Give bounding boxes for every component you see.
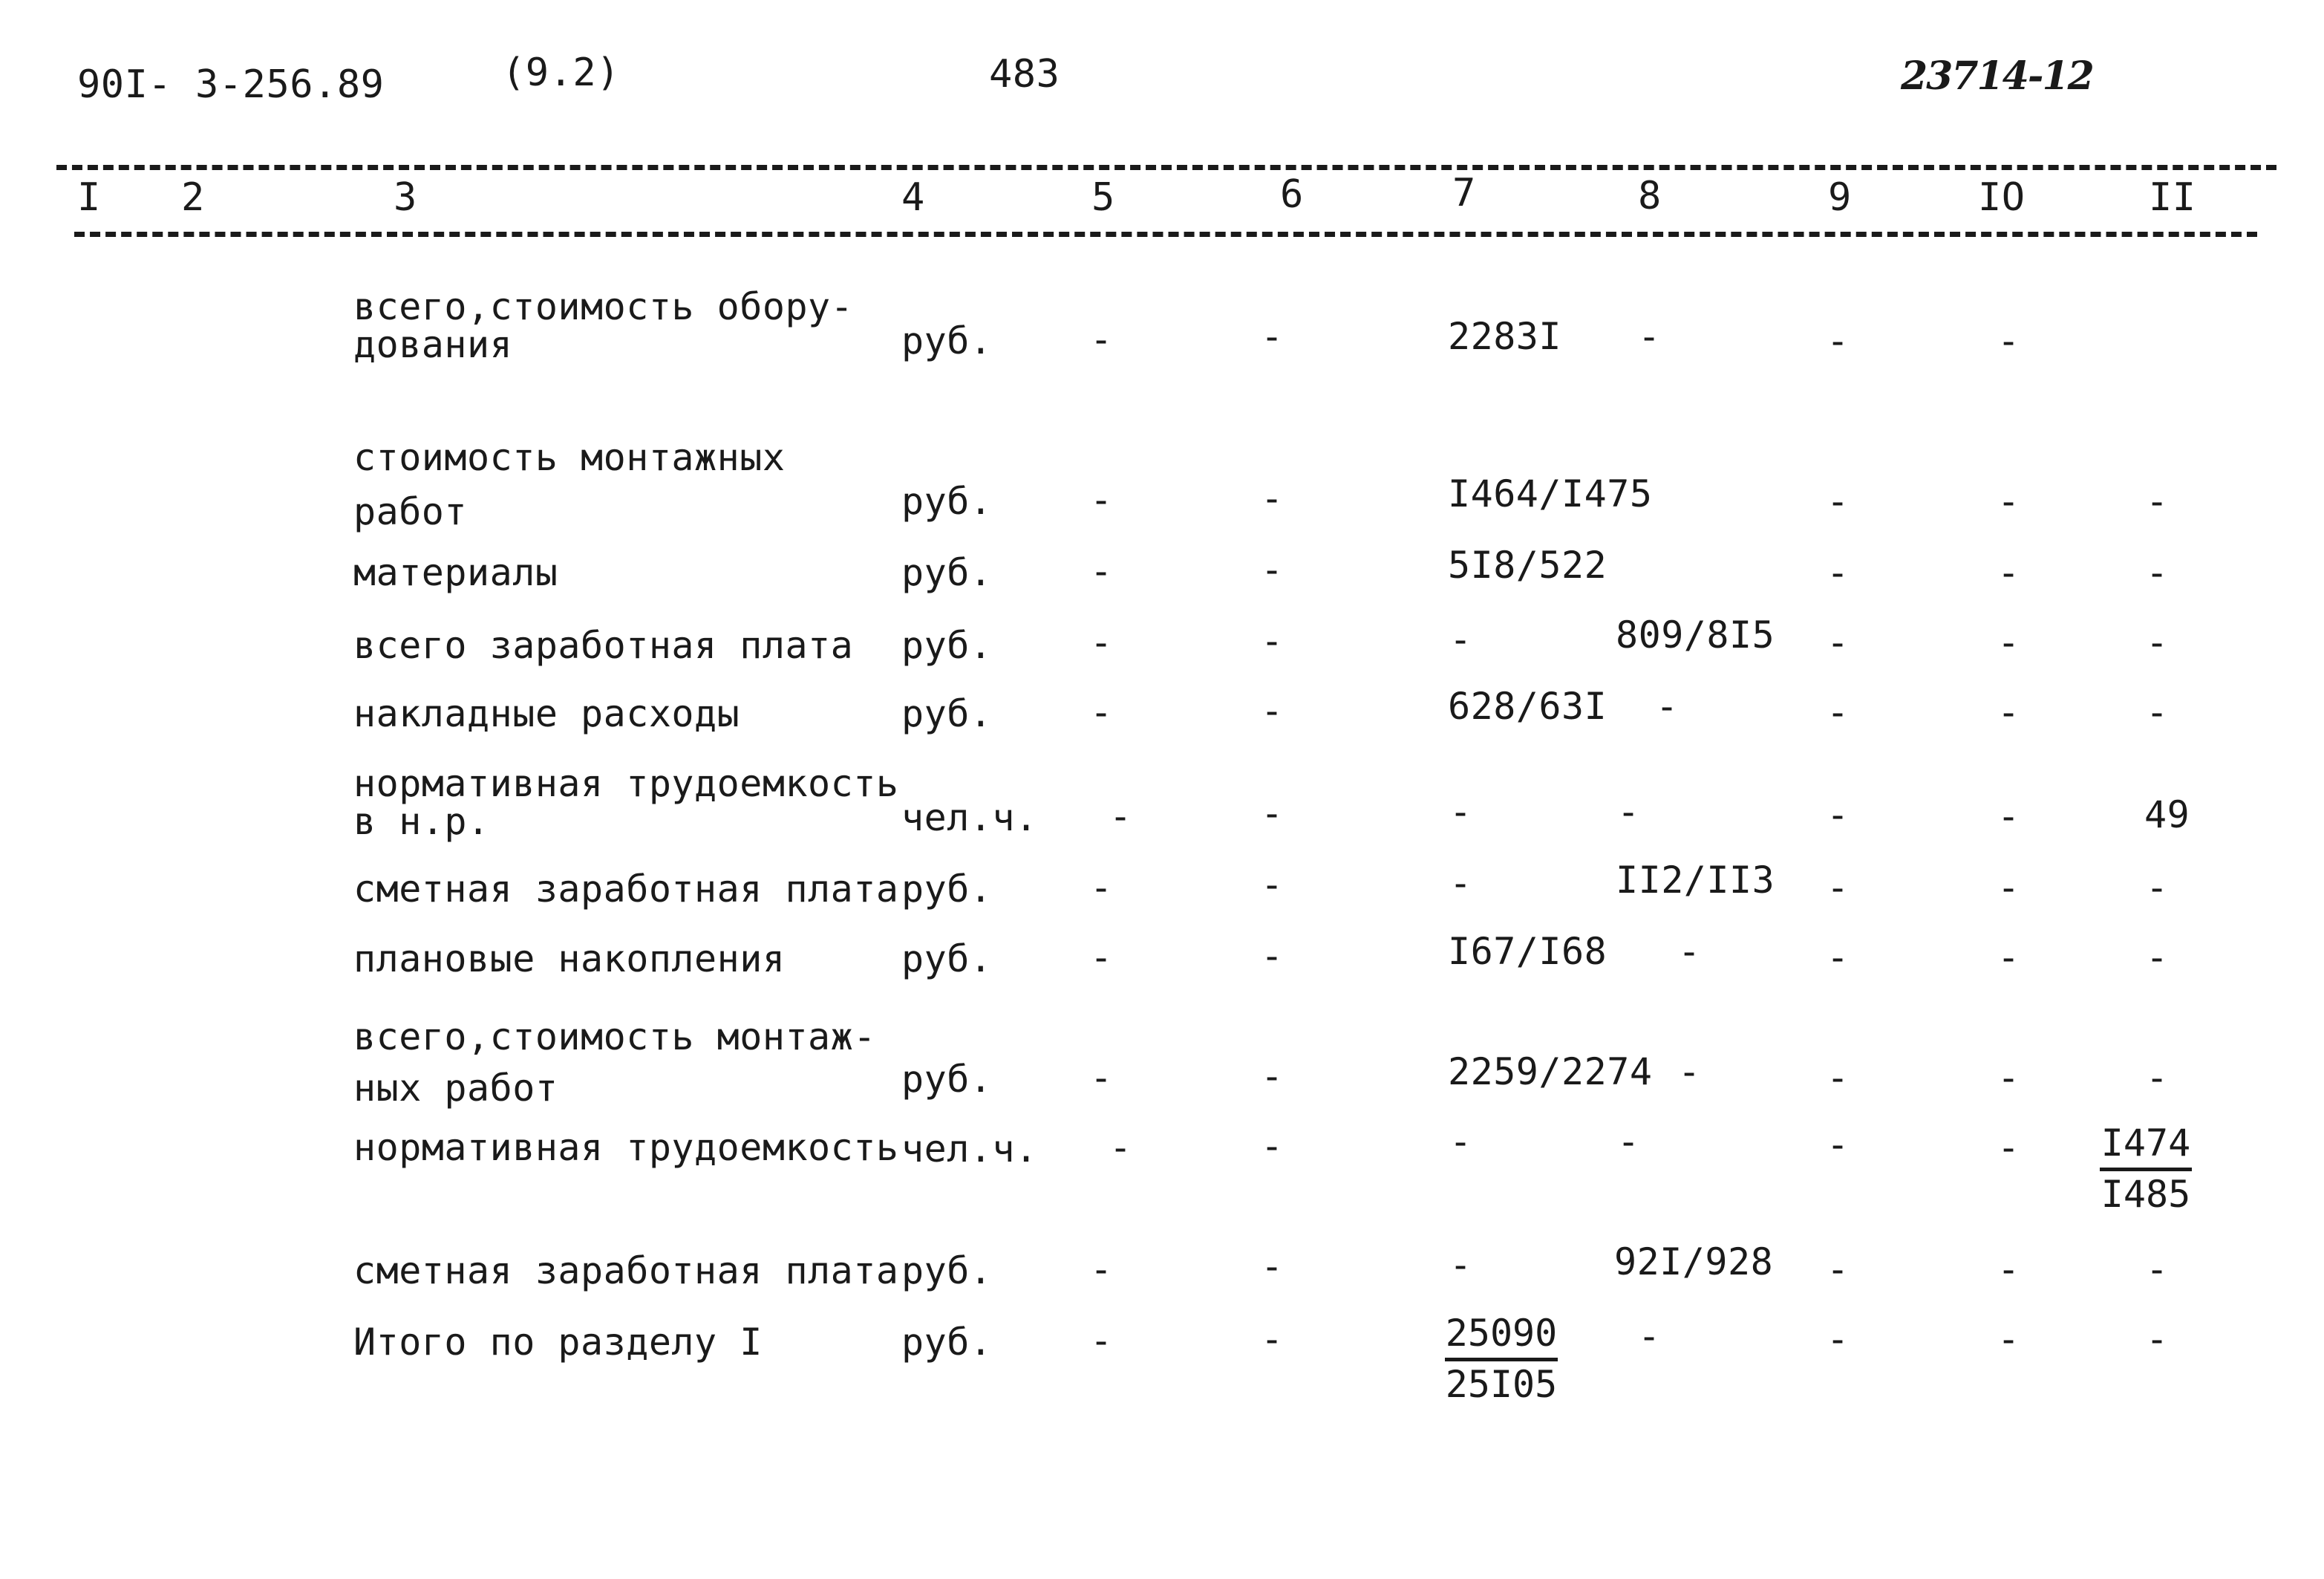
cell-col7: 628/63I (1448, 685, 1607, 728)
cell-col5: - (1090, 691, 1113, 734)
cell-col10: - (1997, 319, 2020, 362)
cell-col5: - (1090, 318, 1113, 361)
cell-col10: - (1997, 1318, 2020, 1361)
column-header-11: II (2149, 175, 2196, 220)
row-unit: руб. (901, 319, 993, 362)
row-unit: руб. (901, 1249, 993, 1292)
cell-col11: - (2146, 1056, 2169, 1099)
cell-col9: - (1827, 551, 1850, 594)
cell-col11: - (2146, 936, 2169, 979)
cell-col6: - (1261, 792, 1284, 835)
cell-col5: - (1090, 478, 1113, 521)
cell-col8: 809/8I5 (1616, 613, 1775, 657)
cell-col5: - (1090, 621, 1113, 664)
row-unit: руб. (901, 1058, 993, 1101)
cell-col11-fraction (2100, 1121, 2192, 1216)
row-unit: руб. (901, 480, 993, 523)
cell-col5: - (1090, 1056, 1113, 1099)
cell-col9: - (1827, 480, 1850, 523)
page-number: 483 (989, 52, 1060, 97)
cell-col7: 2283I (1448, 315, 1562, 358)
cell-col11-denominator: I485 (2101, 1173, 2191, 1216)
row-unit: руб. (901, 937, 993, 980)
cell-col8: II2/II3 (1616, 859, 1775, 902)
section-total-denominator: 25I05 (1445, 1363, 1558, 1406)
cell-col7: I464/I475 (1448, 472, 1653, 515)
row-label: накладные расходы (353, 692, 740, 735)
header-bottom-rule (74, 232, 2257, 237)
section-total-fraction (1445, 1312, 1558, 1406)
row-unit: руб. (901, 551, 993, 594)
cell-col7: - (1449, 862, 1472, 905)
section-number: (9.2) (502, 51, 621, 95)
cell-col10: - (1997, 621, 2020, 664)
document-code: 90I- 3-256.89 (77, 62, 385, 107)
cell-col7: - (1449, 618, 1472, 661)
cell-col9: - (1827, 691, 1850, 734)
cell-col8: - (1656, 685, 1679, 728)
cell-col10: - (1997, 936, 2020, 979)
cell-col11: 49 (2144, 793, 2190, 836)
cell-col11: - (2146, 1248, 2169, 1291)
row-label: сметная заработная плата (353, 867, 899, 911)
column-header-4: 4 (901, 175, 925, 220)
cell-col6: - (1261, 1124, 1284, 1168)
column-header-7: 7 (1452, 171, 1476, 215)
cell-col10: - (1997, 795, 2020, 838)
cell-col8: - (1617, 1120, 1640, 1163)
cell-col9: - (1827, 793, 1850, 836)
cell-col6: - (1261, 619, 1284, 662)
cell-col7: 5I8/522 (1448, 544, 1607, 587)
cell-col10: - (1997, 1248, 2020, 1291)
cell-col6: - (1261, 934, 1284, 977)
row-label: сметная заработная плата (353, 1249, 899, 1292)
row-unit: руб. (901, 867, 993, 911)
inventory-stamp: 23714-12 (1901, 53, 2093, 99)
cell-col10: - (1997, 1126, 2020, 1169)
cell-col11: - (2146, 480, 2169, 523)
column-header-6: 6 (1280, 172, 1304, 217)
cell-col5: - (1109, 1126, 1132, 1169)
cell-col6: - (1261, 477, 1284, 520)
row-label: всего,стоимость монтаж- ных работ (353, 1015, 876, 1110)
cell-col10: - (1997, 1056, 2020, 1099)
row-label: материалы (353, 551, 558, 594)
column-header-3: 3 (394, 175, 417, 220)
row-label: стоимость монтажных работ (353, 436, 786, 533)
cell-col6: - (1261, 1245, 1284, 1288)
cell-col7: - (1449, 790, 1472, 833)
cell-col8: - (1638, 315, 1661, 358)
cell-col7: - (1449, 1120, 1472, 1163)
row-unit: руб. (901, 692, 993, 735)
header-top-rule (56, 165, 2276, 170)
row-label: нормативная трудоемкость (353, 1126, 899, 1169)
section-total-numerator: 25090 (1445, 1315, 1558, 1361)
cell-col9: - (1827, 1318, 1850, 1361)
column-header-1: I (77, 175, 101, 220)
row-label: нормативная трудоемкость в н.р. (353, 762, 899, 843)
cell-col9: - (1827, 936, 1850, 979)
cell-col7: I67/I68 (1448, 930, 1607, 973)
cell-col6: - (1261, 315, 1284, 358)
row-unit: чел.ч. (901, 1127, 1038, 1171)
cell-col9: - (1827, 621, 1850, 664)
cell-col6: - (1261, 1055, 1284, 1098)
column-header-10: IO (1978, 175, 2026, 220)
cell-col11: - (2146, 1318, 2169, 1361)
column-header-8: 8 (1638, 174, 1662, 218)
cell-col9: - (1827, 319, 1850, 362)
cell-col8: - (1617, 790, 1640, 833)
row-unit: чел.ч. (901, 796, 1038, 839)
cell-col9: - (1827, 866, 1850, 909)
cell-col11: - (2146, 691, 2169, 734)
row-unit: руб. (901, 624, 993, 667)
column-header-5: 5 (1091, 175, 1115, 220)
cell-col10: - (1997, 866, 2020, 909)
cell-col9: - (1827, 1248, 1850, 1291)
cell-col10: - (1997, 691, 2020, 734)
cell-col11: - (2146, 621, 2169, 664)
cell-col6: - (1261, 548, 1284, 591)
cell-col7: 2259/2274 (1448, 1050, 1653, 1093)
cell-col10: - (1997, 551, 2020, 594)
cell-col5: - (1090, 550, 1113, 593)
column-header-2: 2 (181, 175, 205, 220)
cell-col8: - (1678, 1050, 1701, 1093)
cell-col6: - (1261, 689, 1284, 732)
column-header-9: 9 (1828, 175, 1852, 220)
cell-col5: - (1090, 866, 1113, 909)
cell-col6: - (1261, 863, 1284, 906)
row-label: всего заработная плата (353, 624, 854, 667)
row-label: плановые накопления (353, 937, 786, 980)
cell-col11: - (2146, 551, 2169, 594)
cell-col10: - (1997, 480, 2020, 523)
section-total-label: Итого по разделу I (353, 1321, 763, 1364)
cell-col8: - (1638, 1315, 1661, 1358)
cell-col8: 92I/928 (1614, 1240, 1774, 1283)
cell-col5: - (1090, 1319, 1113, 1362)
cell-col9: - (1827, 1056, 1850, 1099)
cell-col5: - (1090, 1248, 1113, 1291)
cell-col11: - (2146, 866, 2169, 909)
cell-col8: - (1678, 930, 1701, 973)
cell-col5: - (1109, 795, 1132, 838)
cell-col6: - (1261, 1318, 1284, 1361)
cell-col9: - (1827, 1123, 1850, 1166)
cell-col5: - (1090, 936, 1113, 979)
row-unit: руб. (901, 1321, 993, 1364)
row-label: всего,стоимость обору- дования (353, 285, 854, 366)
cell-col7: - (1449, 1243, 1472, 1286)
cell-col11-numerator: I474 (2100, 1124, 2192, 1171)
